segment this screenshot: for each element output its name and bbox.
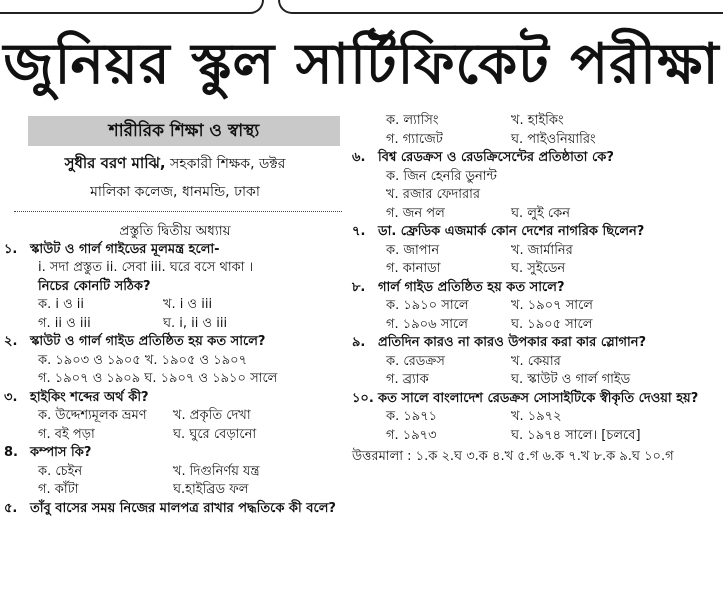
question-number: ৯.	[352, 335, 366, 350]
chapter-heading: প্রস্তুতি দ্বিতীয় অধ্যায়	[119, 223, 231, 239]
option-c: গ. গ্যাজেট	[386, 131, 443, 147]
option-c: গ. জন পল	[386, 205, 445, 221]
option-c: গ. ১৯৭৩	[386, 427, 437, 443]
question-8	[352, 279, 718, 298]
question-9	[352, 334, 718, 353]
option-b: খ. ১৯৭২	[511, 409, 562, 424]
option-a: ক. উদ্দেশ্যমূলক ভ্রমণ	[38, 408, 147, 423]
options	[386, 242, 718, 279]
option-b: খ. জার্মানির	[511, 242, 573, 258]
option-b: খ. হাইকিং	[511, 113, 564, 128]
option-b: খ. রজার ফেদারার	[386, 187, 481, 202]
question-text: কত সালে বাংলাদেশ রেডক্রস সোসাইটিকে স্বীকৃতি দেওয়া হয়?	[378, 390, 699, 406]
top-rule-left	[0, 0, 264, 14]
question-number: 8.	[4, 445, 18, 460]
options	[38, 463, 346, 500]
option-c: গ. ii ও iii	[38, 315, 91, 331]
question-text: বিশ্ব রেডক্রস ও রেডক্রিসেন্টের প্রতিষ্ঠাতা কে?	[378, 150, 614, 165]
question-text: স্কাউট ও গার্ল গাইডের মূলমন্ত্র হলো-	[30, 241, 220, 257]
question-number: ৮.	[352, 279, 366, 295]
top-frame-rule	[0, 0, 723, 14]
options-cd: গ. ১৯০৭ ও ১৯০৯ ঘ. ১৯০৭ ও ১৯১০ সালে	[38, 371, 278, 386]
options	[386, 353, 718, 390]
option-d: ঘ. ঘুরে বেড়ানো	[173, 426, 257, 442]
question-number: ৩.	[4, 389, 18, 405]
option-a: ক. চেইন	[38, 463, 83, 479]
option-d: ঘ. i, ii ও iii	[163, 315, 228, 331]
option-d: ঘ. ১৯৭৪ সালে। [চলবে]	[511, 427, 641, 443]
question-6	[352, 149, 718, 168]
option-a: ক. ল্যাসিং	[386, 113, 439, 128]
option-c: গ. ১৯০৬ সালে	[386, 316, 468, 332]
option-b: খ. ১৯০৭ সালে	[511, 298, 593, 313]
question-number: ১.	[4, 241, 18, 257]
question-number: ৬.	[352, 150, 366, 165]
question-text: স্কাউট ও গার্ল গাইড প্রতিষ্ঠিত হয় কত সালে?	[30, 334, 266, 349]
masthead-title: জুনিয়র স্কুল সার্টিফিকেট পরীক্ষা	[3, 32, 720, 97]
question-text: প্রতিদিন কারও না কারও উপকার করা কার স্লোগান?	[378, 335, 647, 350]
option-d: ঘ. ১৯০৫ সালে	[511, 316, 593, 332]
option-d: ঘ. লুই কেন	[511, 205, 571, 221]
answer-key: উত্তরমালা : ১.ক ২.ঘ ৩.ক ৪.খ ৫.গ ৬.ক ৭.খ ৮.ক ৯.ঘ ১০.গ	[352, 449, 674, 464]
question-text: তাঁবু বাসের সময় নিজের মালপত্র রাখার পদ্ধতিকে কী বলে?	[30, 500, 336, 516]
statement-prompt: নিচের কোনটি সঠিক?	[38, 278, 151, 294]
subject-banner: শারীরিক শিক্ষা ও স্বাস্থ্য	[28, 116, 340, 146]
top-rule-right	[278, 0, 723, 14]
option-a: ক. ১৯১০ সালে	[386, 298, 469, 313]
option-b: খ. কেয়ার	[511, 353, 561, 369]
option-c: গ. বই পড়া	[38, 426, 95, 442]
left-column	[4, 112, 346, 518]
question-1	[4, 241, 346, 260]
option-c: গ. কাঁটা	[38, 482, 79, 497]
option-d: ঘ.হাইব্রিড ফল	[173, 482, 249, 497]
option-d: ঘ. স্কাউট ও গার্ল গাইড	[511, 372, 631, 387]
question-text: গার্ল গাইড প্রতিষ্ঠিত হয় কত সালে?	[378, 279, 565, 295]
question-text: কম্পাস কি?	[30, 445, 92, 460]
question-10	[352, 390, 718, 409]
question-text: ডা. ফ্রেডিক এজমার্ক কোন দেশের নাগরিক ছিলেন?	[378, 224, 645, 239]
options	[38, 296, 346, 333]
right-column	[352, 112, 718, 466]
option-a: ক. রেডক্রস	[386, 353, 445, 369]
question-2	[4, 333, 346, 352]
question-text: হাইকিং শব্দের অর্থ কী?	[30, 389, 149, 405]
options-ab: ক. ১৯০৩ ও ১৯০৫ খ. ১৯০৫ ও ১৯০৭	[38, 352, 248, 368]
option-b: খ. দিগুনির্ণয় যন্ত্র	[173, 463, 260, 479]
statement-line: i. সদা প্রস্তুত ii. সেবা iii. ঘরে বসে থাকা ।	[38, 260, 254, 275]
option-b: খ. প্রকৃতি দেখা	[173, 408, 251, 423]
options	[386, 408, 718, 445]
option-a: ক. জাপান	[386, 242, 440, 258]
option-c: গ. ব্র্যাক	[386, 372, 429, 387]
question-4	[4, 444, 346, 463]
author-designation: সহকারী শিক্ষক, ডক্টর	[165, 156, 286, 172]
option-b: খ. i ও iii	[163, 297, 213, 312]
author-institution: মালিকা কলেজ, ধানমন্ডি, ঢাকা	[90, 184, 260, 200]
question-5	[4, 500, 346, 519]
option-d: ঘ. সুইডেন	[511, 261, 566, 276]
options	[386, 297, 718, 334]
option-a: ক. i ও ii	[38, 297, 85, 312]
option-a: ক. জিন হেনরি ডুনান্ট	[386, 168, 497, 184]
author-name: সুধীর বরণ মাঝি,	[64, 154, 166, 172]
option-d: ঘ. পাইওনিয়ারিং	[511, 131, 596, 147]
question-3	[4, 389, 346, 408]
question-number: ১০.	[352, 390, 374, 406]
question-5-options	[386, 112, 718, 149]
question-number: ৭.	[352, 224, 366, 239]
author-line	[4, 152, 346, 175]
option-c: গ. কানাডা	[386, 261, 441, 276]
question-7	[352, 223, 718, 242]
option-a: ক. ১৯৭১	[386, 409, 438, 424]
question-number: ২.	[4, 334, 18, 349]
dotted-divider	[14, 211, 342, 212]
question-number: ৫.	[4, 500, 18, 516]
options	[386, 205, 718, 224]
options	[38, 407, 346, 444]
